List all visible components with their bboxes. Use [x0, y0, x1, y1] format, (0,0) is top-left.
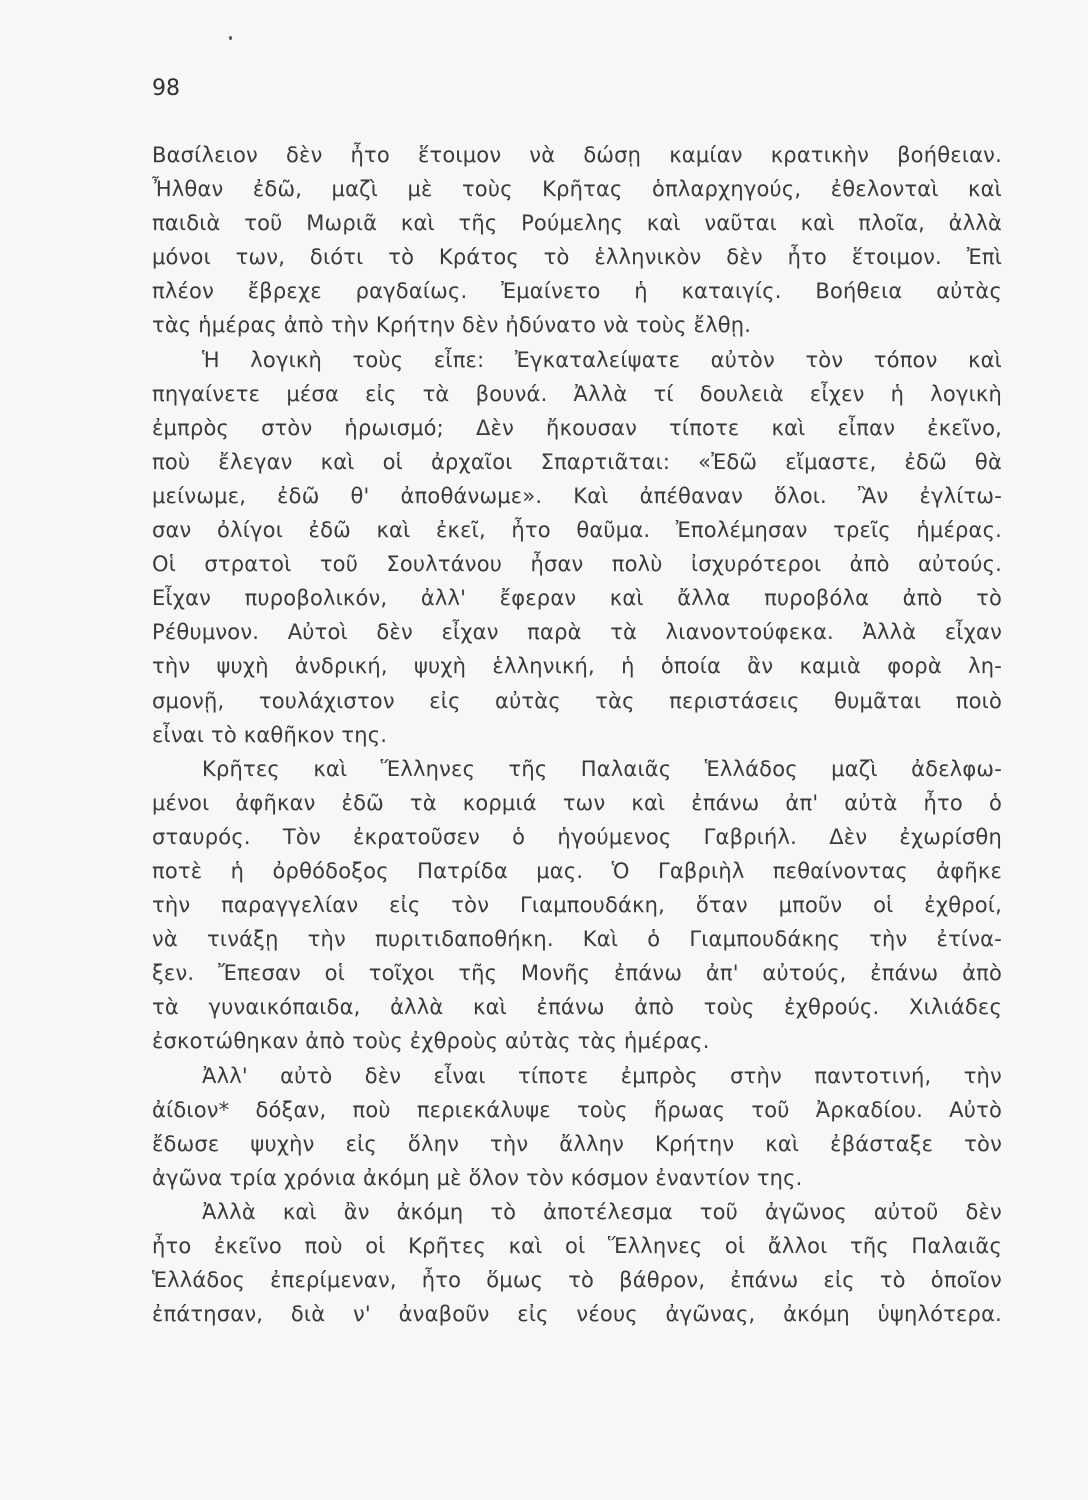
text-line: πλέον ἔβρεχε ραγδαίως. Ἐμαίνετο ἡ καταιγίς. Βοήθεια αὐτὰς: [152, 279, 1002, 304]
text-line: ἦτο ἐκεῖνο ποὺ οἱ Κρῆτες καὶ οἱ Ἕλληνες οἱ ἄλλοι τῆς Παλαιᾶς: [152, 1234, 1002, 1258]
text-line: σμονῇ, τουλάχιστον εἰς αὐτὰς τὰς περιστάσεις θυμᾶται ποιὸ: [152, 688, 1002, 713]
text-line: Ἀλλὰ καὶ ἂν ἀκόμη τὸ ἀποτέλεσμα τοῦ ἀγῶνος αὐτοῦ δὲν: [202, 1199, 1002, 1224]
text-line: ποτὲ ἡ ὀρθόδοξος Πατρίδα μας. Ὁ Γαβριὴλ πεθαίνοντας ἀφῆκε: [152, 858, 1002, 883]
text-line: Ἀλλ' αὐτὸ δὲν εἶναι τίποτε ἐμπρὸς στὴν παντοτινή, τὴν: [202, 1063, 1002, 1088]
text-line: ξεν. Ἔπεσαν οἱ τοῖχοι τῆς Μονῆς ἐπάνω ἀπ' αὐτούς, ἐπάνω ἀπὸ: [152, 961, 1002, 986]
text-line: ἐμπρὸς στὸν ἡρωισμό; Δὲν ἤκουσαν τίποτε καὶ εἶπαν ἐκεῖνο,: [152, 415, 1002, 440]
page-number: 98: [152, 76, 180, 101]
text-line: ἀίδιον* δόξαν, ποὺ περιεκάλυψε τοὺς ἥρωας τοῦ Ἀρκαδίου. Αὐτὸ: [152, 1097, 1002, 1122]
text-line: Οἱ στρατοὶ τοῦ Σουλτάνου ἦσαν πολὺ ἰσχυρότεροι ἀπὸ αὐτούς.: [152, 552, 1002, 577]
text-line: Κρῆτες καὶ Ἕλληνες τῆς Παλαιᾶς Ἑλλάδος μαζὶ ἀδελφω-: [202, 756, 1002, 781]
text-line: μείνωμε, ἐδῶ θ' ἀποθάνωμε». Καὶ ἀπέθαναν ὅλοι. Ἂν ἐγλίτω-: [152, 483, 1002, 508]
text-line: Εἶχαν πυροβολικόν, ἀλλ' ἔφεραν καὶ ἄλλα πυροβόλα ἀπὸ τὸ: [152, 586, 1002, 611]
body-text: [152, 138, 1002, 1331]
text-line: μόνοι των, διότι τὸ Κράτος τὸ ἑλληνικὸν δὲν ἦτο ἕτοιμον. Ἐπὶ: [152, 245, 1002, 270]
text-line: ἐπάτησαν, διὰ ν' ἀναβοῦν εἰς νέους ἀγῶνας, ἀκόμη ὑψηλότερα.: [152, 1302, 1002, 1327]
text-line: τὴν ψυχὴ ἀνδρική, ψυχὴ ἑλληνική, ἡ ὁποία ἂν καμιὰ φορὰ λη-: [152, 654, 1002, 679]
text-line: σταυρός. Τὸν ἐκρατοῦσεν ὁ ἡγούμενος Γαβριήλ. Δὲν ἐχωρίσθη: [152, 824, 1002, 849]
text-line: νὰ τινάξῃ τὴν πυριτιδαποθήκη. Καὶ ὁ Γιαμπουδάκης τὴν ἐτίνα-: [152, 927, 1002, 952]
text-line: Ρέθυμνον. Αὐτοὶ δὲν εἶχαν παρὰ τὰ λιανοντούφεκα. Ἀλλὰ εἶχαν: [152, 620, 1002, 645]
text-line: εἶναι τὸ καθῆκον της.: [152, 722, 388, 747]
text-line: τὰ γυναικόπαιδα, ἀλλὰ καὶ ἐπάνω ἀπὸ τοὺς ἐχθρούς. Χιλιάδες: [152, 995, 1002, 1020]
text-line: Ἦλθαν ἐδῶ, μαζὶ μὲ τοὺς Κρῆτας ὁπλαρχηγούς, ἐθελονταὶ καὶ: [152, 177, 1002, 202]
ink-speck: [229, 36, 232, 40]
text-line: Ἑλλάδος ἐπερίμεναν, ἦτο ὅμως τὸ βάθρον, ἐπάνω εἰς τὸ ὁποῖον: [152, 1268, 1002, 1293]
text-line: ἀγῶνα τρία χρόνια ἀκόμη μὲ ὅλον τὸν κόσμον ἐναντίον της.: [152, 1165, 803, 1190]
text-line: μένοι ἀφῆκαν ἐδῶ τὰ κορμιά των καὶ ἐπάνω ἀπ' αὐτὰ ἦτο ὁ: [152, 790, 1002, 815]
text-line: ἔδωσε ψυχὴν εἰς ὅλην τὴν ἄλλην Κρήτην καὶ ἐβάσταξε τὸν: [152, 1131, 1002, 1156]
text-line: πηγαίνετε μέσα εἰς τὰ βουνά. Ἀλλὰ τί δουλειὰ εἶχεν ἡ λογικὴ: [152, 381, 1002, 406]
text-line: Βασίλειον δὲν ἦτο ἕτοιμον νὰ δώσῃ καμίαν κρατικὴν βοήθειαν.: [152, 143, 1002, 167]
text-line: τὰς ἡμέρας ἀπὸ τὴν Κρήτην δὲν ἠδύνατο νὰ τοὺς ἔλθῃ.: [152, 313, 752, 338]
text-line: ποὺ ἔλεγαν καὶ οἱ ἀρχαῖοι Σπαρτιᾶται: «Ἐδῶ εἴμαστε, ἐδῶ θὰ: [152, 449, 1002, 474]
text-line: σαν ὀλίγοι ἐδῶ καὶ ἐκεῖ, ἦτο θαῦμα. Ἐπολέμησαν τρεῖς ἡμέρας.: [152, 518, 1002, 543]
text-line: παιδιὰ τοῦ Μωριᾶ καὶ τῆς Ρούμελης καὶ ναῦται καὶ πλοῖα, ἀλλὰ: [152, 211, 1002, 236]
text-line: ἐσκοτώθηκαν ἀπὸ τοὺς ἐχθροὺς αὐτὰς τὰς ἡμέρας.: [152, 1029, 710, 1054]
text-line: Ἡ λογικὴ τοὺς εἶπε: Ἐγκαταλείψατε αὐτὸν τὸν τόπον καὶ: [202, 347, 1002, 372]
text-line: τὴν παραγγελίαν εἰς τὸν Γιαμπουδάκη, ὅταν μποῦν οἱ ἐχθροί,: [152, 893, 1002, 918]
